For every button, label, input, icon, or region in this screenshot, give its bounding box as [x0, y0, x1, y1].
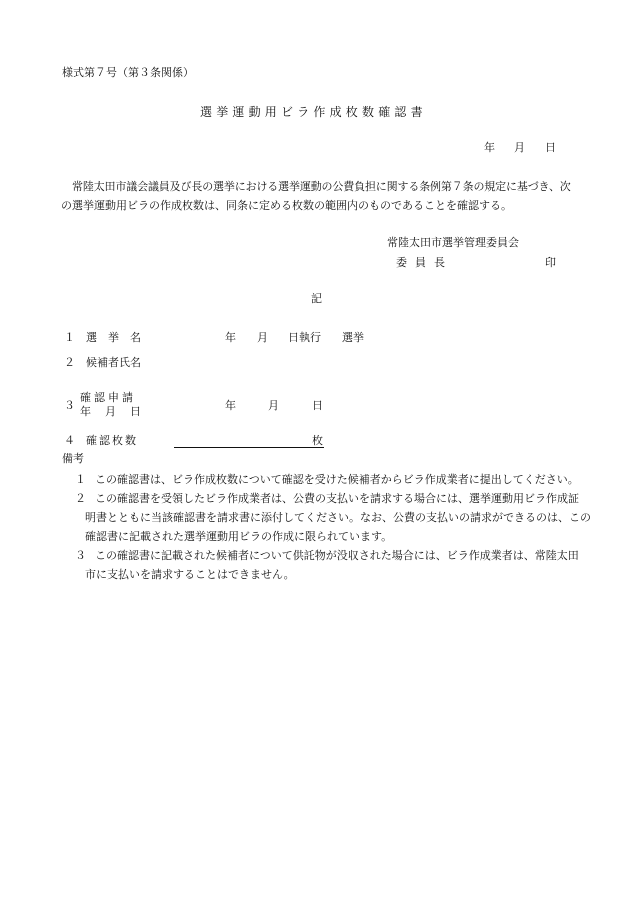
body-line-2: の選挙運動用ビラの作成枚数は、同条に定める枚数の範囲内のものであることを確認する。	[61, 199, 512, 212]
item-1-year: 年	[225, 331, 236, 344]
item-1-label: 選挙名	[86, 331, 152, 344]
item-2-label: 候補者氏名	[86, 356, 141, 369]
item-1-day: 日執行	[288, 331, 321, 344]
date-year: 年	[484, 141, 495, 154]
note-1-number: １	[75, 473, 86, 486]
item-3-label-line-1: 確認申請	[80, 391, 136, 404]
item-4-label: 確認枚数	[86, 434, 138, 447]
note-3-text-line-1: この確認書に記載された候補者について供託物が没収された場合には、ビラ作成業者は、常陸太田	[95, 549, 579, 562]
note-3-number: ３	[75, 549, 86, 562]
note-1-text: この確認書は、ビラ作成枚数について確認を受けた候補者からビラ作成業者に提出してください。	[95, 473, 579, 486]
item-1-number: １	[64, 331, 75, 344]
form-number: 様式第７号（第３条関係）	[62, 66, 194, 79]
item-3-year: 年	[225, 399, 236, 412]
item-4-number: ４	[64, 434, 75, 447]
item-4-underline	[174, 447, 324, 448]
issuer-org: 常陸太田市選挙管理委員会	[387, 236, 519, 249]
item-3-number: ３	[64, 399, 75, 412]
note-2-number: ２	[75, 492, 86, 505]
item-2-number: ２	[64, 356, 75, 369]
issuer-seal: 印	[545, 256, 556, 269]
note-3-text-line-2: 市に支払いを請求することはできません。	[85, 568, 295, 581]
ki-mark: 記	[311, 292, 322, 305]
item-3-month: 月	[268, 399, 279, 412]
item-3-label-line-2: 年月日	[80, 405, 155, 418]
note-2-text-line-3: 確認書に記載された選挙運動用ビラの作成に限られています。	[85, 530, 393, 543]
note-2-text-line-1: この確認書を受領したビラ作成業者は、公費の支払いを請求する場合には、選挙運動用ビラ作成証	[95, 492, 579, 505]
body-line-1: 常陸太田市議会議員及び長の選挙における選挙運動の公費負担に関する条例第７条の規定に基づき、次	[72, 180, 571, 193]
date-month: 月	[514, 141, 525, 154]
issuer-role: 委員長	[396, 256, 453, 269]
date-day: 日	[545, 141, 556, 154]
document-title: 選挙運動用ビラ作成枚数確認書	[200, 105, 427, 119]
item-1-suffix: 選挙	[342, 331, 364, 344]
item-1-month: 月	[257, 331, 268, 344]
item-4-unit: 枚	[312, 434, 323, 447]
notes-heading: 備考	[62, 452, 84, 465]
note-2-text-line-2: 明書とともに当該確認書を請求書に添付してください。なお、公費の支払いの請求ができるのは、この	[85, 511, 591, 524]
item-3-day: 日	[312, 399, 323, 412]
